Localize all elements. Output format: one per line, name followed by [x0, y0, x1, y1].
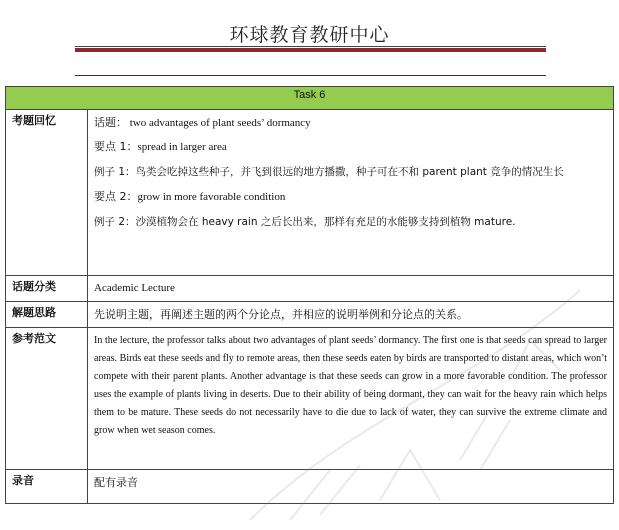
recall-example2: 例子 2：沙漠植物会在 heavy rain 之后长出来，那样有充足的水能够支持到植物 mature. — [94, 216, 516, 228]
label-recall: 考题回忆 — [6, 110, 88, 276]
header-title: 环球教育教研中心 — [229, 24, 390, 46]
header-rule-bottom — [75, 75, 546, 76]
approach-value: 先说明主题，再阐述主题的两个分论点，并相应的说明举例和分论点的关系。 — [88, 302, 614, 328]
row-recording — [6, 470, 614, 504]
category-value: Academic Lecture — [88, 276, 614, 302]
task-table — [5, 86, 614, 504]
recording-value: 配有录音 — [88, 470, 614, 504]
label-sample: 参考范文 — [6, 328, 88, 470]
row-approach — [6, 302, 614, 328]
point2-label: 要点 2： — [94, 190, 138, 203]
row-sample — [6, 328, 614, 470]
row-category — [6, 276, 614, 302]
sample-essay: In the lecture, the professor talks about two advantages of plant seeds’ dormancy. The first one is that seeds can spread to larger areas. Birds eat these seeds and fly to remote areas, then these seeds eaten by birds are transported to distant areas, which won’t compete with their parent plants. Another advantage is that these seeds can grow in a more favorable condition. The professor uses the example of plants living in deserts. Due to their ability of being dormant, they can wait for the heavy rain which helps them to be mature. These seeds do not necessarily have to die due to lack of water, they can survive the extreme climate and grow when wet season comes. — [94, 335, 608, 436]
point1-label: 要点 1： — [94, 140, 138, 153]
recall-example1: 例子 1：鸟类会吃掉这些种子，并飞到很远的地方播撒，种子可在不和 parent plant 竞争的情况生长 — [94, 166, 564, 178]
header-rule-thin — [75, 46, 546, 47]
topic-text: two advantages of plant seeds’ dormancy — [129, 117, 311, 129]
point1-text: spread in larger area — [137, 141, 227, 153]
recall-topic — [94, 114, 607, 132]
sample-content — [88, 328, 614, 470]
page-header — [0, 0, 619, 60]
task-title: Task 6 — [6, 87, 614, 110]
recall-content — [88, 110, 614, 276]
topic-label: 话题： — [94, 116, 127, 129]
recall-point1 — [94, 138, 607, 156]
row-recall — [6, 110, 614, 276]
label-recording: 录音 — [6, 470, 88, 504]
point2-text: grow in more favorable condition — [137, 191, 286, 203]
label-category: 话题分类 — [6, 276, 88, 302]
label-approach: 解题思路 — [6, 302, 88, 328]
header-rule-red — [75, 48, 546, 52]
recall-point2 — [94, 188, 607, 206]
